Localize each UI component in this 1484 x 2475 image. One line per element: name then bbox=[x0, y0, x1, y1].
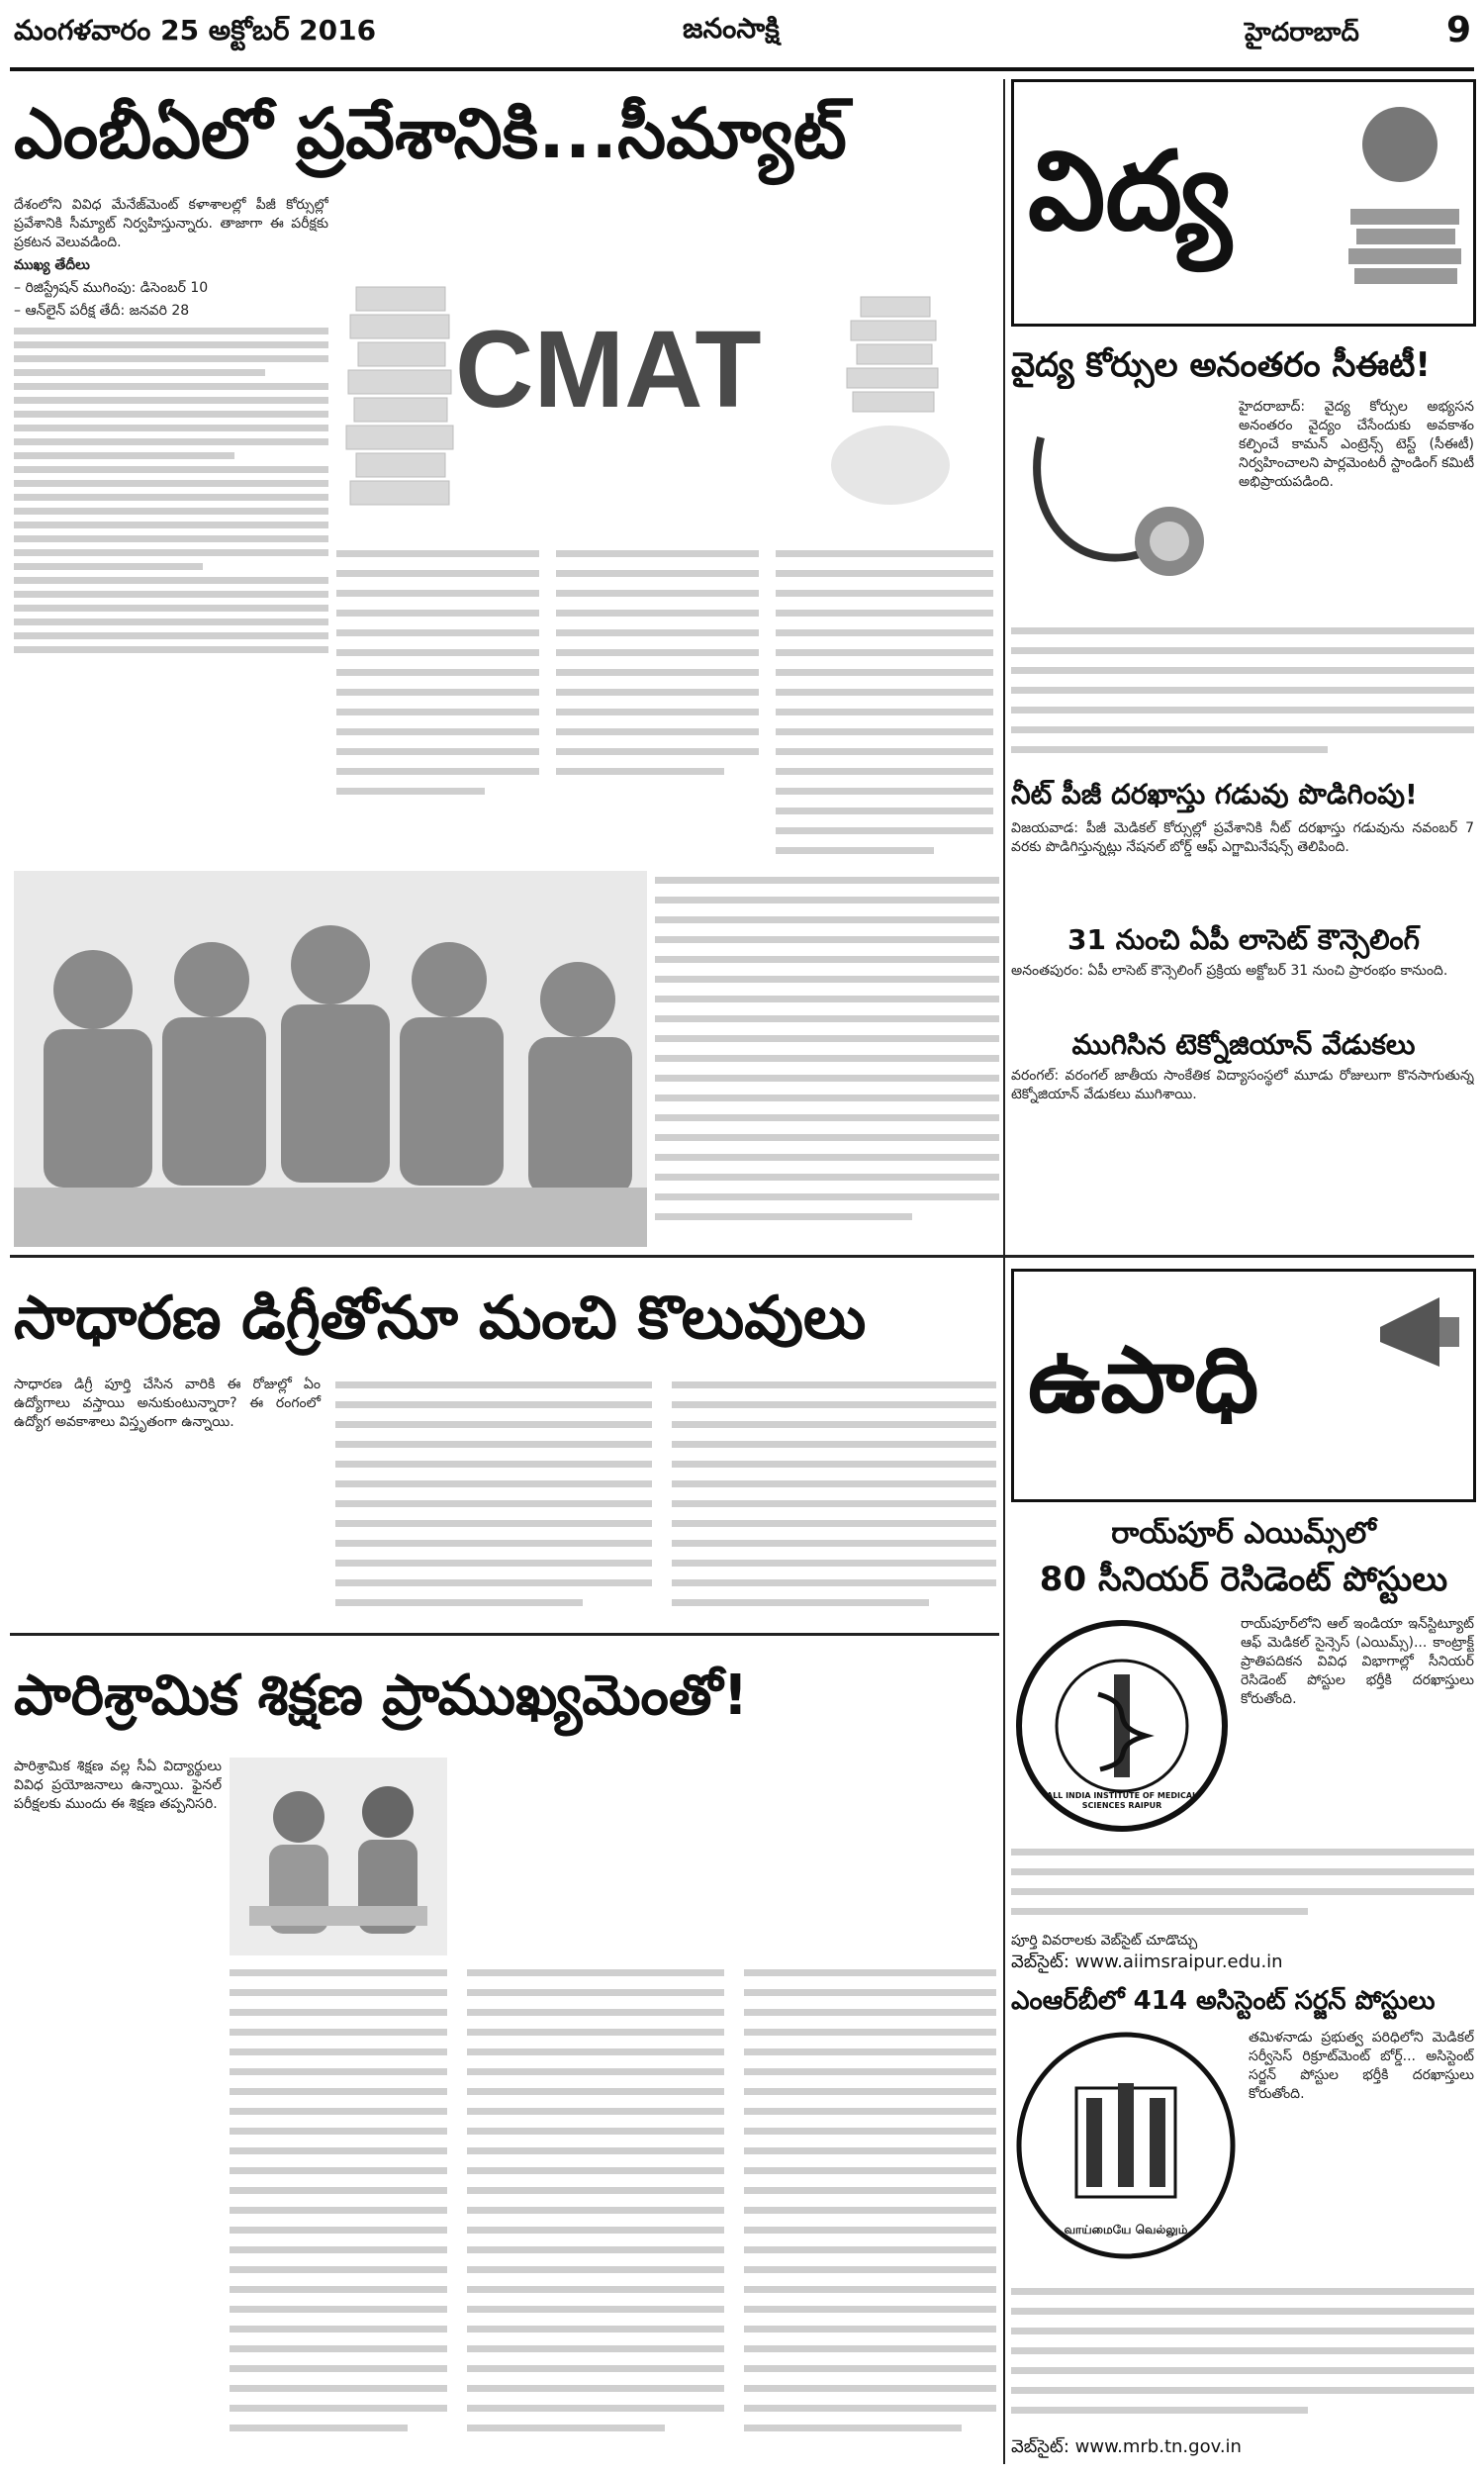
cmat-dates-heading: ముఖ్య తేదీలు bbox=[14, 257, 90, 273]
cmat-intro: దేశంలోని వివిధ మేనేజ్‌మెంట్ కళాశాలల్లో పీజీ కోర్సుల్లో ప్రవేశానికి సీమ్యాట్ నిర్వహిస్తున్నారు. తాజాగా ఈ పరీక్షకు ప్రకటన వెలువడింది. bbox=[14, 197, 328, 250]
office-workers-photo bbox=[230, 1758, 447, 1955]
header-rule bbox=[10, 67, 1474, 71]
column-divider bbox=[1003, 79, 1005, 2464]
body-text-placeholder bbox=[230, 1963, 998, 2463]
students-photo-graphic bbox=[14, 871, 647, 1247]
cet-medical-body bbox=[1239, 398, 1474, 616]
industrial-headline: పారిశ్రామిక శిక్షణ ప్రాముఖ్యమెంతో! bbox=[14, 1664, 749, 1728]
vidya-section-title: విద్య bbox=[1028, 128, 1232, 254]
degree-jobs-column-1 bbox=[14, 1376, 321, 1436]
globe-books-icon bbox=[1341, 100, 1469, 308]
masthead-bar bbox=[0, 0, 1484, 69]
industrial-lead: పారిశ్రామిక శిక్షణ వల్ల సీఏ విద్యార్థులు వివిధ ప్రయోజనాలు ఉన్నాయి. ఫైనల్ పరీక్షలకు ముందు ఈ శిక్షణ తప్పనిసరి. bbox=[14, 1759, 222, 1812]
industrial-body-columns bbox=[230, 1963, 998, 2463]
cmat-body-columns bbox=[336, 544, 999, 866]
aiims-seal bbox=[1011, 1615, 1233, 1837]
tn-government-emblem bbox=[1011, 2029, 1241, 2276]
techno-headline: ముగిసిన టెక్నోజియాన్ వేడుకలు bbox=[1071, 1028, 1416, 1061]
mrb-website-label: వెబ్‌సైట్: bbox=[1011, 2436, 1069, 2457]
neet-headline: నీట్ పీజీ దరఖాస్తు గడువు పొడిగింపు! bbox=[1011, 778, 1418, 810]
cmat-body-column-1 bbox=[14, 196, 328, 864]
upadhi-section-title: ఉపాధి bbox=[1028, 1327, 1259, 1433]
lawcet-body bbox=[1011, 962, 1474, 1021]
body-text-placeholder bbox=[336, 544, 999, 866]
edition-city: హైదరాబాద్ bbox=[1245, 18, 1359, 48]
neet-lead: విజయవాడ: పీజీ మెడికల్ కోర్సుల్లో ప్రవేశానికి నీట్ దరఖాస్తు గడువును నవంబర్ 7 వరకు పొడిగిస్తున్నట్లు నేషనల్ బోర్డ్ ఆఫ్ ఎగ్జామినేషన్స్ తెలిపింది. bbox=[1011, 820, 1474, 855]
aiims-headline-line1: రాయ్‌పూర్ ఎయిమ్స్‌లో bbox=[1111, 1516, 1376, 1551]
techno-body bbox=[1011, 1067, 1474, 1245]
mrb-website-link[interactable]: www.mrb.tn.gov.in bbox=[1074, 2436, 1242, 2457]
newspaper-logo: జనంసాక్షి bbox=[683, 12, 780, 45]
industrial-body-column-1 bbox=[14, 1758, 222, 2460]
megaphone-icon bbox=[1370, 1287, 1469, 1377]
degree-jobs-body bbox=[14, 1376, 998, 1623]
mrb-seal bbox=[1011, 2029, 1241, 2276]
aiims-website-label: వెబ్‌సైట్: bbox=[1011, 1951, 1069, 1972]
students-photo bbox=[14, 871, 647, 1247]
cmat-illustration bbox=[336, 267, 999, 539]
neet-body bbox=[1011, 819, 1474, 918]
lawcet-lead: అనంతపురం: ఏపీ లాసెట్ కౌన్సెలింగ్ ప్రక్రియ అక్టోబర్ 31 నుంచి ప్రారంభం కానుంది. bbox=[1011, 963, 1448, 979]
cet-medical-headline: వైద్య కోర్సుల అనంతరం సీఈటీ! bbox=[1011, 345, 1431, 385]
mrb-website bbox=[1011, 2436, 1474, 2461]
aiims-website bbox=[1011, 1951, 1474, 1976]
mrb-lead: తమిళనాడు ప్రభుత్వ పరిధిలోని మెడికల్ సర్వీసెస్ రిక్రూట్‌మెంట్ బోర్డ్... అసిస్టెంట్ సర్జన్ పోస్టుల భర్తీకి దరఖాస్తులు కోరుతోంది. bbox=[1249, 2030, 1474, 2102]
mrb-seal-text: வாய்மையே வெல்லும் bbox=[1064, 2223, 1188, 2237]
body-text-placeholder bbox=[1011, 2282, 1474, 2430]
cet-medical-body-continued bbox=[1011, 621, 1474, 765]
upadhi-section-banner bbox=[1011, 1269, 1476, 1502]
degree-jobs-lead: సాధారణ డిగ్రీ పూర్తి చేసిన వారికి ఈ రోజుల్లో ఏం ఉద్యోగాలు వస్తాయి అనుకుంటున్నారా? ఈ రంగంలో ఉద్యోగ అవకాశాలు విస్తృతంగా ఉన్నాయి. bbox=[14, 1377, 321, 1430]
cmat-image-label: CMAT bbox=[455, 309, 762, 430]
aiims-headline-line2: 80 సీనియర్ రెసిడెంట్ పోస్టులు bbox=[1039, 1560, 1448, 1599]
section-divider bbox=[10, 1633, 999, 1636]
issue-date: మంగళవారం 25 అక్టోబర్ 2016 bbox=[14, 14, 377, 47]
aiims-seal-text: ALL INDIA INSTITUTE OF MEDICAL SCIENCES RAIPUR bbox=[1046, 1791, 1198, 1810]
mrb-body-continued bbox=[1011, 2282, 1474, 2430]
aiims-body-continued bbox=[1011, 1843, 1474, 1932]
aiims-website-link[interactable]: www.aiimsraipur.edu.in bbox=[1074, 1951, 1283, 1972]
cmat-continuation-column bbox=[655, 871, 999, 1247]
aiims-body bbox=[1241, 1615, 1474, 1838]
cmat-date-item: – ఆన్‌లైన్ పరీక్ష తేదీ: జనవరి 28 bbox=[14, 303, 190, 319]
body-text-placeholder bbox=[1011, 621, 1474, 765]
mrb-body bbox=[1249, 2029, 1474, 2276]
stethoscope-icon bbox=[1011, 398, 1231, 616]
page-number: 9 bbox=[1446, 10, 1472, 50]
aiims-lead: రాయ్‌పూర్‌లోని ఆల్ ఇండియా ఇన్‌స్టిట్యూట్ ఆఫ్ మెడికల్ సైన్సెస్ (ఎయిమ్స్)... కాంట్రాక్ట్ ప్రాతిపదికన వివిధ విభాగాల్లో సీనియర్ రెసిడెంట్ పోస్టుల భర్తీకి దరఖాస్తులు కోరుతోంది. bbox=[1241, 1616, 1474, 1707]
techno-lead: వరంగల్: వరంగల్ జాతీయ సాంకేతిక విద్యాసంస్థలో మూడు రోజులుగా కొనసాగుతున్న టెక్నోజియాన్ వేడుకలు ముగిశాయి. bbox=[1011, 1068, 1474, 1102]
lawcet-headline: 31 నుంచి ఏపీ లాసెట్ కౌన్సెలింగ్ bbox=[1067, 923, 1420, 956]
body-text-placeholder bbox=[1011, 1843, 1474, 1932]
cmat-date-item: – రిజిస్ట్రేషన్ ముగింపు: డిసెంబర్ 10 bbox=[14, 280, 209, 296]
cmat-headline: ఎంబీఏలో ప్రవేశానికి...సీమ్యాట్ bbox=[14, 93, 847, 174]
mrb-headline: ఎంఆర్‌బీలో 414 అసిస్టెంట్ సర్జన్ పోస్టులు bbox=[1011, 1986, 1436, 2016]
stethoscope-photo bbox=[1011, 398, 1231, 616]
body-text-placeholder bbox=[335, 1376, 998, 1618]
aiims-deadline: పూర్తి వివరాలకు వెబ్‌సైట్ చూడొచ్చు bbox=[1011, 1933, 1198, 1949]
body-text-placeholder bbox=[655, 871, 999, 1247]
office-workers-graphic bbox=[230, 1758, 447, 1955]
cet-medical-lead: హైదరాబాద్: వైద్య కోర్సుల అభ్యసన అనంతరం వైద్యం చేసేందుకు అవకాశం కల్పించే కామన్ ఎంట్రెన్స్ టెస్ట్ (సీఈటీ) నిర్వహించాలని పార్లమెంటరీ స్టాండింగ్ కమిటీ అభిప్రాయపడింది. bbox=[1239, 399, 1474, 490]
section-divider bbox=[10, 1255, 1474, 1258]
body-text-placeholder bbox=[14, 328, 328, 653]
degree-jobs-headline: సాధారణ డిగ్రీతోనూ మంచి కొలువులు bbox=[14, 1284, 867, 1353]
vidya-section-banner bbox=[1011, 79, 1476, 327]
